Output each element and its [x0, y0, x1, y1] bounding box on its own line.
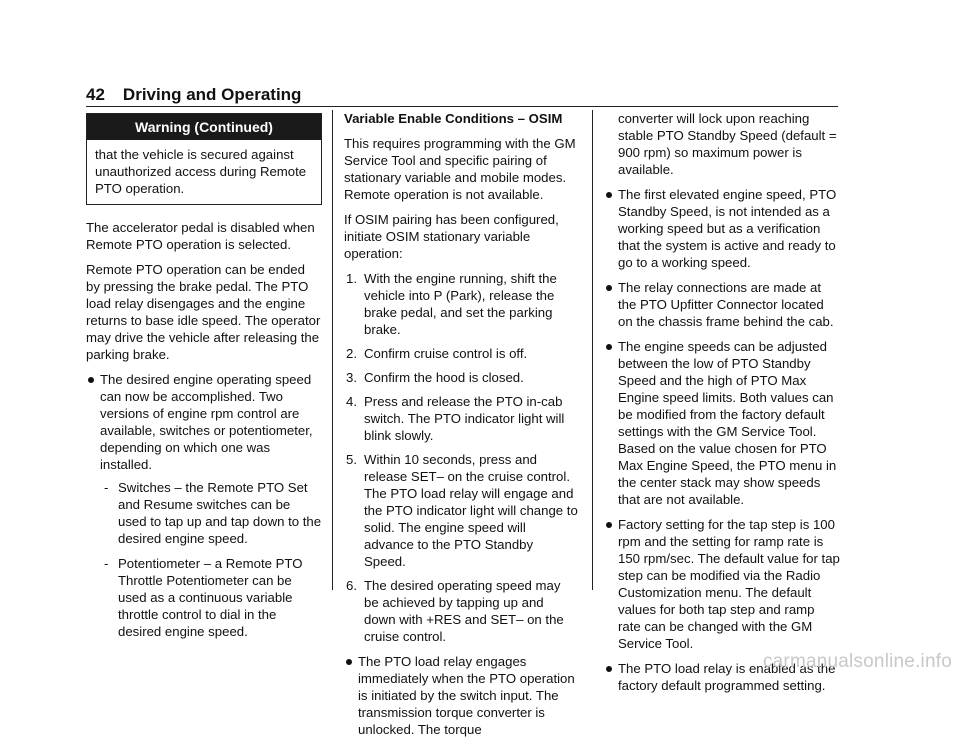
column-3 — [604, 110, 840, 702]
section-title: Driving and Operating — [122, 85, 302, 104]
bullet-item: The relay connections are made at the PTO Upfitter Connector located on the chassis frame behind the cab. — [604, 279, 840, 330]
paragraph: This requires programming with the GM Service Tool and specific pairing of stationary variable and mobile modes. Remote operation is not available. — [344, 136, 576, 202]
continued-text: converter will lock upon reaching stable PTO Standby Speed (default = 900 rpm) so maximum power is available. — [618, 111, 837, 177]
bullet-list — [86, 371, 322, 640]
step-item: 1. With the engine running, shift the vehicle into P (Park), release the brake pedal, and set the parking brake. — [346, 271, 557, 337]
paragraph: Remote PTO operation can be ended by pressing the brake pedal. The PTO load relay disengages and the engine returns to base idle speed. The operator may drive the vehicle after releasing the parking brake. — [86, 262, 321, 362]
step-item: 4. Press and release the PTO in-cab switch. The PTO indicator light will blink slowly. — [346, 394, 565, 443]
bullet-list — [604, 186, 840, 694]
dash-item: - Switches – the Remote PTO Set and Resume switches can be used to tap up and tap down to the desired engine speed. — [104, 479, 322, 547]
bullet-item: The PTO load relay is enabled as the factory default programmed setting. — [604, 660, 840, 694]
bullet-item — [86, 371, 322, 640]
watermark-text: carmanualsonline.info — [762, 651, 952, 672]
warning-text: that the vehicle is secured against unauthorized access during Remote PTO operation. — [95, 147, 307, 196]
dash-item: - Potentiometer – a Remote PTO Throttle Potentiometer can be used as a continuous variable throttle control to dial in the desired engine speed. — [104, 555, 322, 640]
bullet-item: The PTO load relay engages immediately when the PTO operation is initiated by the switch input. The transmission torque converter is unlocked. The torque — [344, 653, 578, 738]
bullet-item: The first elevated engine speed, PTO Standby Speed, is not intended as a working speed but as a verification that the system is active and ready to go to a working speed. — [604, 186, 840, 271]
column-divider-1 — [332, 110, 333, 590]
paragraph: If OSIM pairing has been configured, initiate OSIM stationary variable operation: — [344, 212, 559, 261]
dash-list — [100, 479, 322, 640]
paragraph: The accelerator pedal is disabled when Remote PTO operation is selected. — [86, 220, 315, 252]
column-2 — [344, 110, 578, 746]
warning-title: Warning (Continued) — [87, 114, 321, 140]
step-item: 5. Within 10 seconds, press and release SET– on the cruise control. The PTO load relay will engage and the PTO indicator light will change to solid. The engine speed will advance to the PTO Standby Speed. — [346, 452, 578, 569]
bullet-text: The desired engine operating speed can now be accomplished. Two versions of engine rpm control are available, switches or potentiometer, depending on which one was installed. — [100, 372, 313, 472]
step-item: 3. Confirm the hood is closed. — [346, 370, 524, 385]
warning-box — [86, 113, 322, 205]
bullet-item: The engine speeds can be adjusted between the low of PTO Standby Speed and the high of PTO Max Engine speed limits. Both values can be modified from the factory default settings with the GM Service Tool. Based on the value chosen for PTO Max Engine Speed, the PTO menu in the center stack may show speeds that are not available. — [604, 338, 840, 508]
section-heading: Variable Enable Conditions – OSIM — [344, 111, 563, 126]
column-1 — [86, 110, 322, 648]
bullet-list — [344, 653, 578, 738]
page-header — [86, 80, 838, 107]
step-item: 6. The desired operating speed may be achieved by tapping up and down with +RES and SET– on the cruise control. — [346, 578, 564, 644]
column-divider-2 — [592, 110, 593, 590]
bullet-item: Factory setting for the tap step is 100 rpm and the setting for ramp rate is 150 rpm/sec. The default value for tap step can be modified via the Radio Customization menu. The default values for both tap step and ramp rate can be changed with the GM Service Tool. — [604, 516, 840, 652]
step-item: 2. Confirm cruise control is off. — [346, 346, 528, 361]
step-list — [344, 270, 578, 645]
page-number: 42 — [86, 85, 105, 104]
